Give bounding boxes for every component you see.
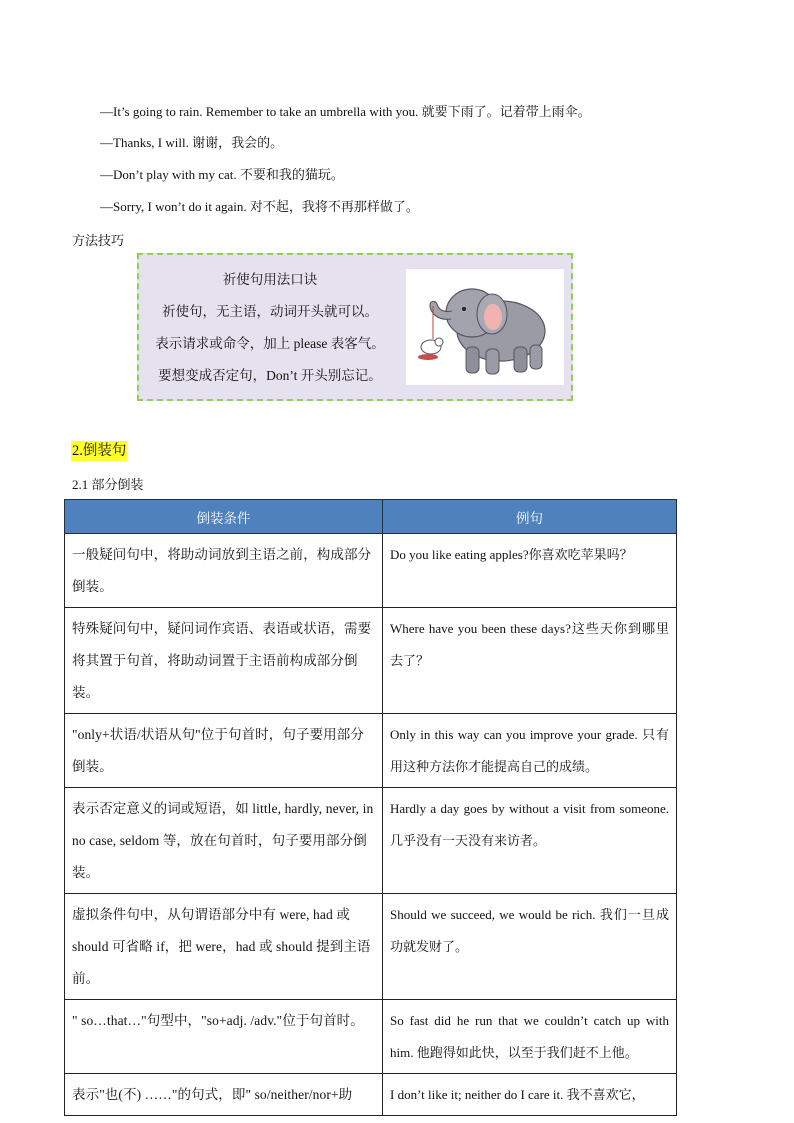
table-header-row [65, 500, 677, 534]
inversion-table [64, 499, 677, 1116]
tip-line-2: 表示请求或命令，加上 please 表客气。 [155, 336, 385, 351]
condition-cell: 虚拟条件句中，从句谓语部分中有 were, had 或 should 可省略 if，把 were，had 或 should 提到主语前。 [65, 894, 383, 1000]
table-row [65, 1000, 677, 1074]
header-condition: 倒装条件 [65, 500, 383, 534]
elephant-icon [406, 269, 564, 385]
example-cell: So fast did he run that we couldn’t catch up with him. 他跑得如此快，以至于我们赶不上他。 [383, 1000, 677, 1074]
condition-cell: "only+状语/状语从句"位于句首时，句子要用部分倒装。 [65, 714, 383, 788]
dialogue-line-1: —It’s going to rain. Remember to take an umbrella with you. 就要下雨了。记着带上雨伞。 [100, 104, 591, 119]
example-cell: I don’t like it; neither do I care it. 我不喜欢它， [383, 1074, 677, 1116]
dialogue-line-4: —Sorry, I won’t do it again. 对不起，我将不再那样做了。 [100, 199, 419, 214]
condition-cell: 表示"也(不) ……"的句式，即" so/neither/nor+助 [65, 1074, 383, 1116]
table-row [65, 534, 677, 608]
condition-cell: 表示否定意义的词或短语，如 little, hardly, never, in no case, seldom 等，放在句首时，句子要用部分倒装。 [65, 788, 383, 894]
tip-line-3: 要想变成否定句，Don’t 开头别忘记。 [158, 368, 382, 383]
condition-cell: " so…that…"句型中，"so+adj. /adv."位于句首时。 [65, 1000, 383, 1074]
table-row [65, 608, 677, 714]
header-example: 例句 [383, 500, 677, 534]
tip-title: 祈使句用法口诀 [222, 272, 318, 287]
elephant-illustration [406, 269, 564, 385]
tips-heading: 方法技巧 [72, 233, 125, 248]
condition-cell: 特殊疑问句中，疑问词作宾语、表语或状语，需要将其置于句首，将助动词置于主语前构成部分倒装。 [65, 608, 383, 714]
dialogue-line-3: —Don’t play with my cat. 不要和我的猫玩。 [100, 167, 344, 182]
example-cell: Do you like eating apples?你喜欢吃苹果吗？ [383, 534, 677, 608]
example-cell: Only in this way can you improve your grade. 只有用这种方法你才能提高自己的成绩。 [383, 714, 677, 788]
section-2-title: 2.倒装句 [72, 443, 127, 459]
example-cell: Where have you been these days?这些天你到哪里去了？ [383, 608, 677, 714]
tip-box [137, 253, 573, 401]
table-row [65, 788, 677, 894]
example-cell: Should we succeed, we would be rich. 我们一旦成功就发财了。 [383, 894, 677, 1000]
example-cell: Hardly a day goes by without a visit from someone. 几乎没有一天没有来访者。 [383, 788, 677, 894]
table-row [65, 1074, 677, 1116]
dialogue-line-2: —Thanks, I will. 谢谢，我会的。 [100, 135, 284, 150]
table-row [65, 894, 677, 1000]
section-2-1-title: 2.1 部分倒装 [72, 477, 144, 492]
condition-cell: 一般疑问句中，将助动词放到主语之前，构成部分倒装。 [65, 534, 383, 608]
table-row [65, 714, 677, 788]
tip-line-1: 祈使句，无主语，动词开头就可以。 [162, 304, 378, 319]
